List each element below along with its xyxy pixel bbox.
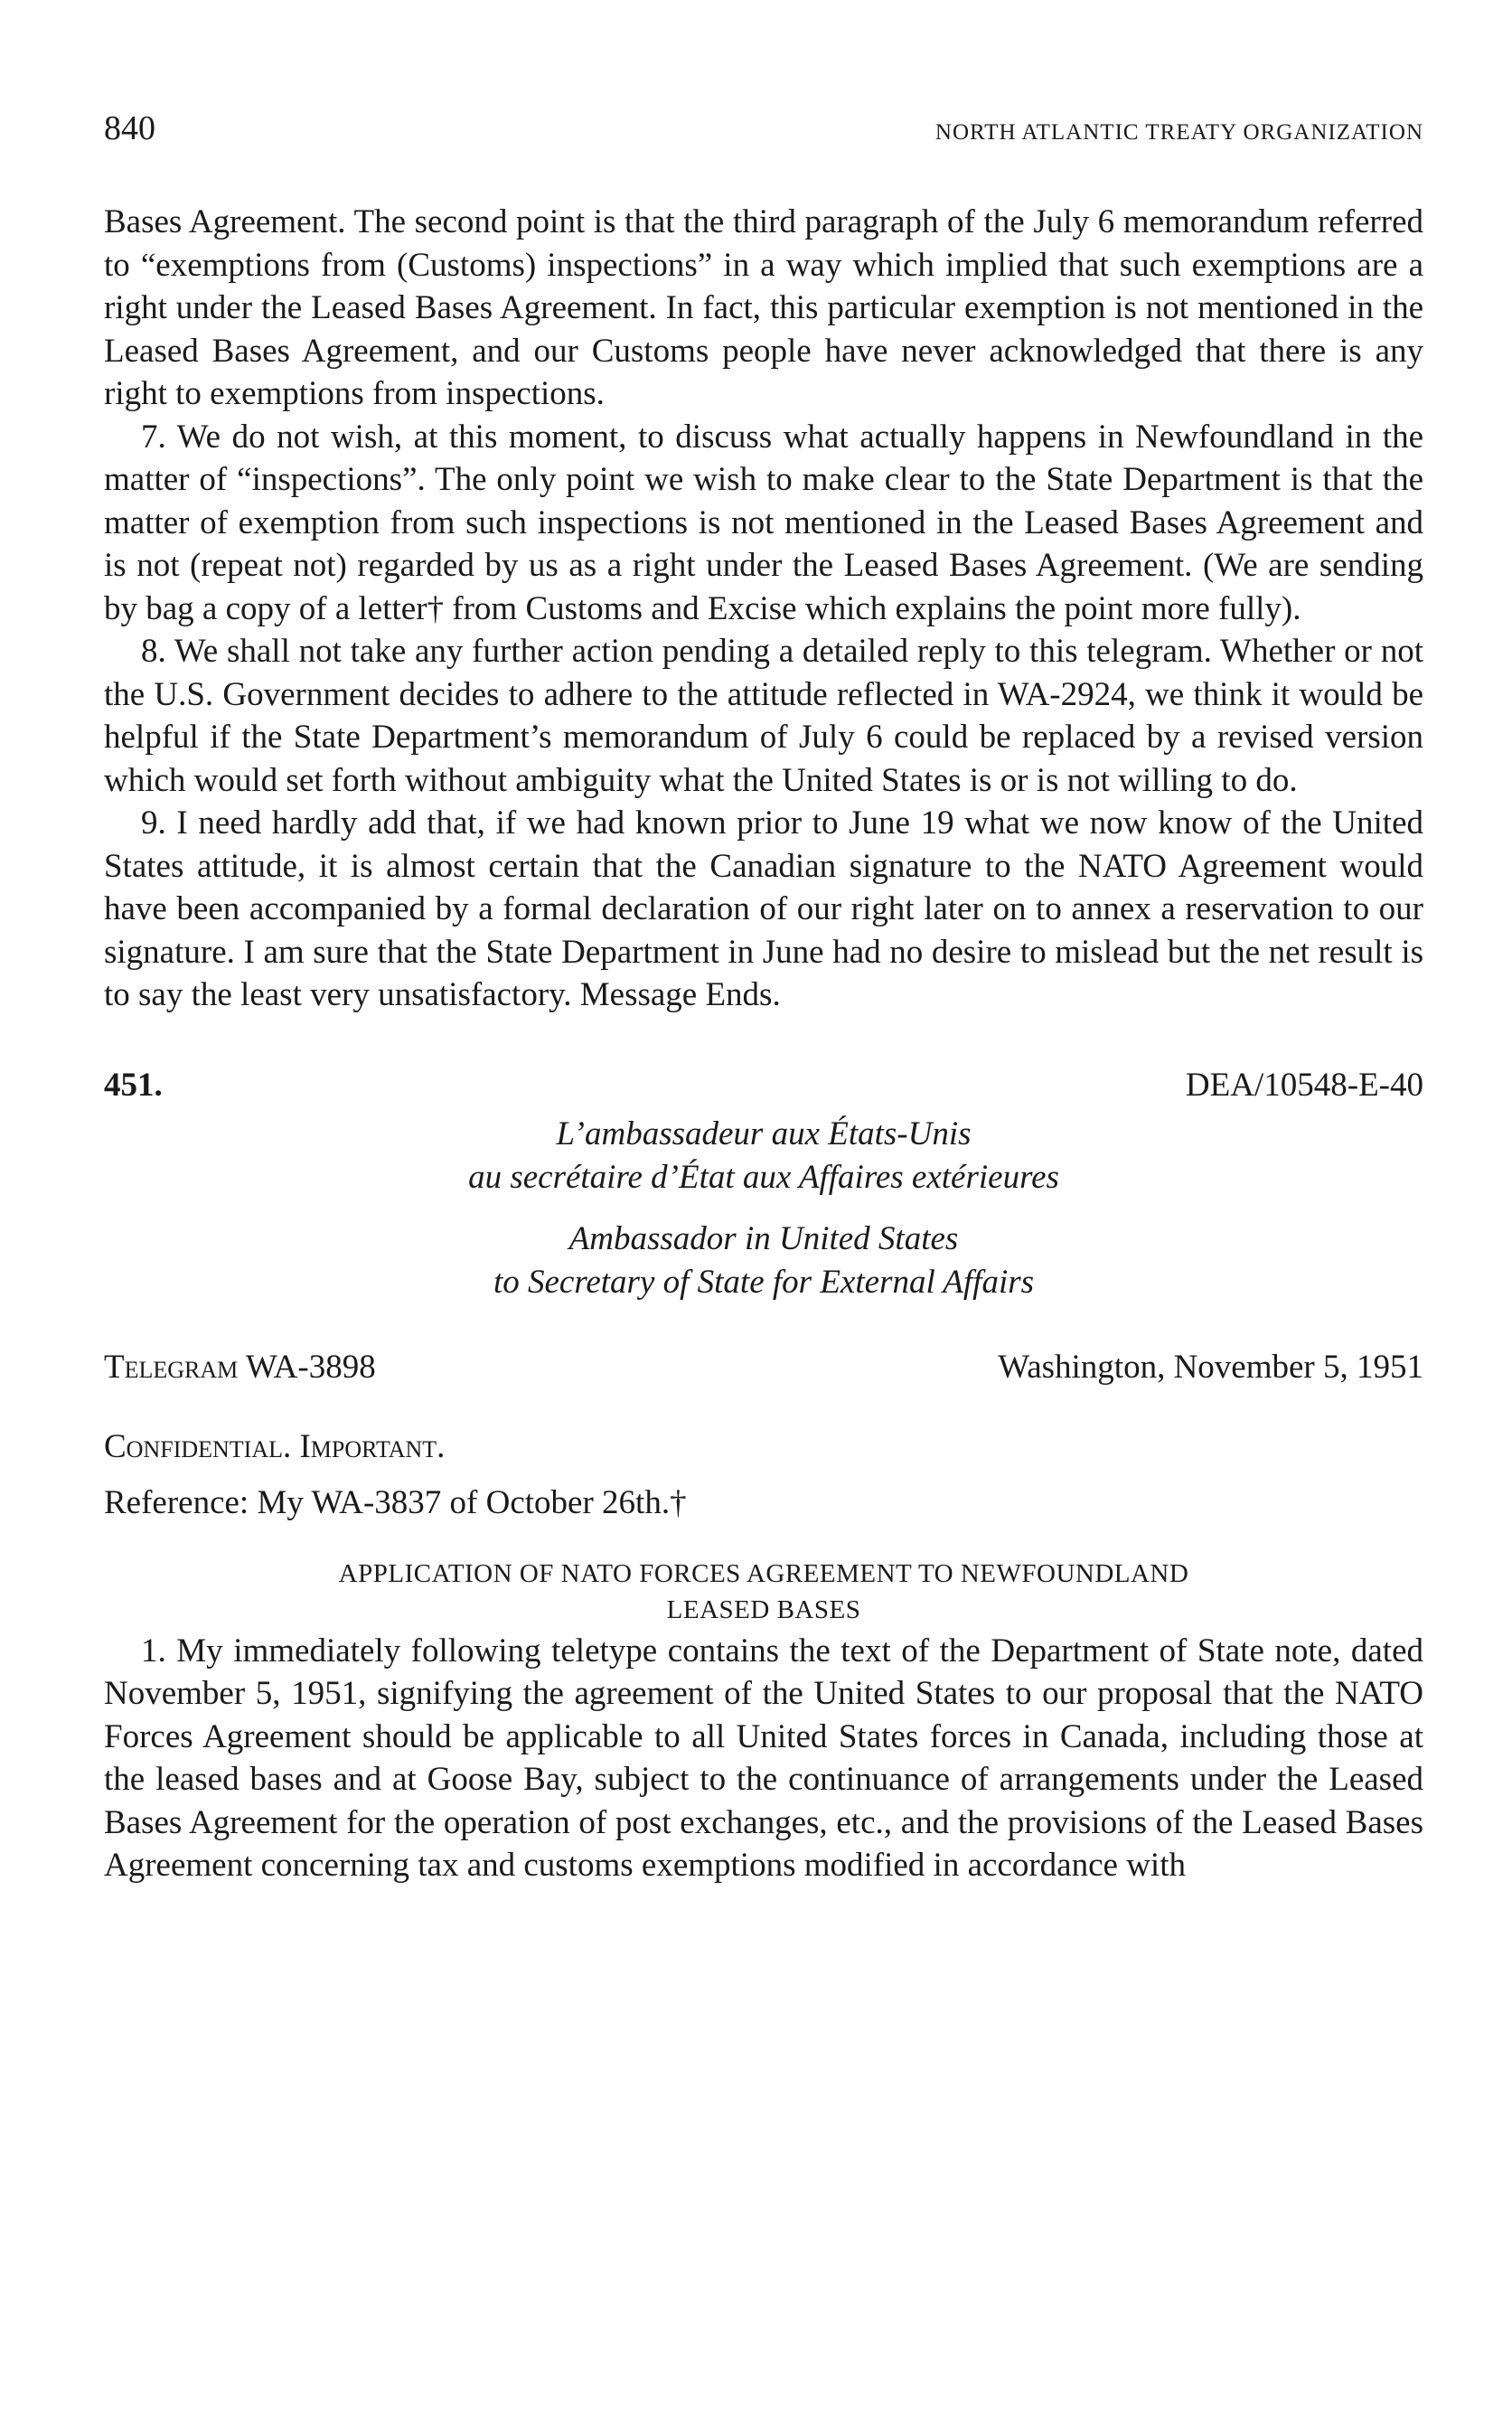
paragraph-1: 1. My immediately following teletype contains the text of the Department of State note, dated November 5, 1951, signifying the agreement of the United States to our proposal that the NATO Forces Agreement should be applicable to all United States forces in Canada, including those at the leased bases and at Goose Bay, subject to the continuance of arrangements under the Leased Bases Agreement for the operation of post exchanges, etc., and the provisions of the Leased Bases Agreement concerning tax and customs exemptions modified in accordance with <box>104 1632 1423 1884</box>
english-recipient: to Secretary of State for External Affairs <box>493 1263 1035 1301</box>
subject-heading <box>104 1556 1423 1628</box>
telegram-line <box>104 1346 1423 1389</box>
english-address-block <box>104 1218 1423 1304</box>
classification: Confidential. Important. <box>104 1427 446 1465</box>
document-number: 451. <box>104 1066 163 1104</box>
document-page <box>104 108 1423 1887</box>
french-recipient: au secrétaire d’État aux Affaires extérieures <box>468 1158 1059 1196</box>
english-sender: Ambassador in United States <box>568 1219 959 1257</box>
subject-line-1: APPLICATION OF NATO FORCES AGREEMENT TO NEWFOUNDLAND <box>338 1558 1189 1588</box>
paragraph-7: 7. We do not wish, at this moment, to discuss what actually happens in Newfoundland in the matter of “inspections”. The only point we wish to make clear to the State Department is that the matter of exemption from such inspections is not mentioned in the Leased Bases Agreement and is not (repeat not) regarded by us as a right under the Leased Bases Agreement. (We are sending by bag a copy of a letter† from Customs and Excise which explains the point more fully). <box>104 418 1423 627</box>
paragraph-9: 9. I need hardly add that, if we had known prior to June 19 what we now know of the United States attitude, it is almost certain that the Canadian signature to the NATO Agreement would have been accompanied by a formal declaration of our right later on to annex a reservation to our signature. I am sure that the State Department in June had no desire to mislead but the net result is to say the least very unsatisfactory. Message Ends. <box>104 804 1423 1013</box>
continuation-paragraph: Bases Agreement. The second point is that the third paragraph of the July 6 memorandum referred to “exemptions from (Customs) inspections” in a way which implied that such exemptions are a right under the Leased Bases Agreement. In fact, this particular exemption is not mentioned in the Leased Bases Agreement, and our Customs people have never acknowledged that there is any right to exemptions from inspections. <box>104 203 1423 412</box>
subject-line-2: LEASED BASES <box>666 1594 861 1624</box>
telegram-id: Telegram WA-3898 <box>104 1348 376 1386</box>
french-sender: L’ambassadeur aux États-Unis <box>556 1115 972 1152</box>
paragraph-8: 8. We shall not take any further action pending a detailed reply to this telegram. Whether or not the U.S. Government decides to adhere to the attitude reflected in WA-2924, we think it would be helpful if the State Department’s memorandum of July 6 could be replaced by a revised version which would set forth without ambiguity what the United States is or is not willing to do. <box>104 633 1423 799</box>
running-title: NORTH ATLANTIC TREATY ORGANIZATION <box>934 120 1423 145</box>
page-number: 840 <box>104 109 155 147</box>
document-heading <box>104 1064 1423 1107</box>
running-head <box>104 108 1423 148</box>
reference-line: Reference: My WA-3837 of October 26th.† <box>104 1483 687 1521</box>
file-reference: DEA/10548-E-40 <box>1185 1066 1423 1104</box>
french-address-block <box>104 1113 1423 1199</box>
place-date: Washington, November 5, 1951 <box>998 1348 1423 1386</box>
